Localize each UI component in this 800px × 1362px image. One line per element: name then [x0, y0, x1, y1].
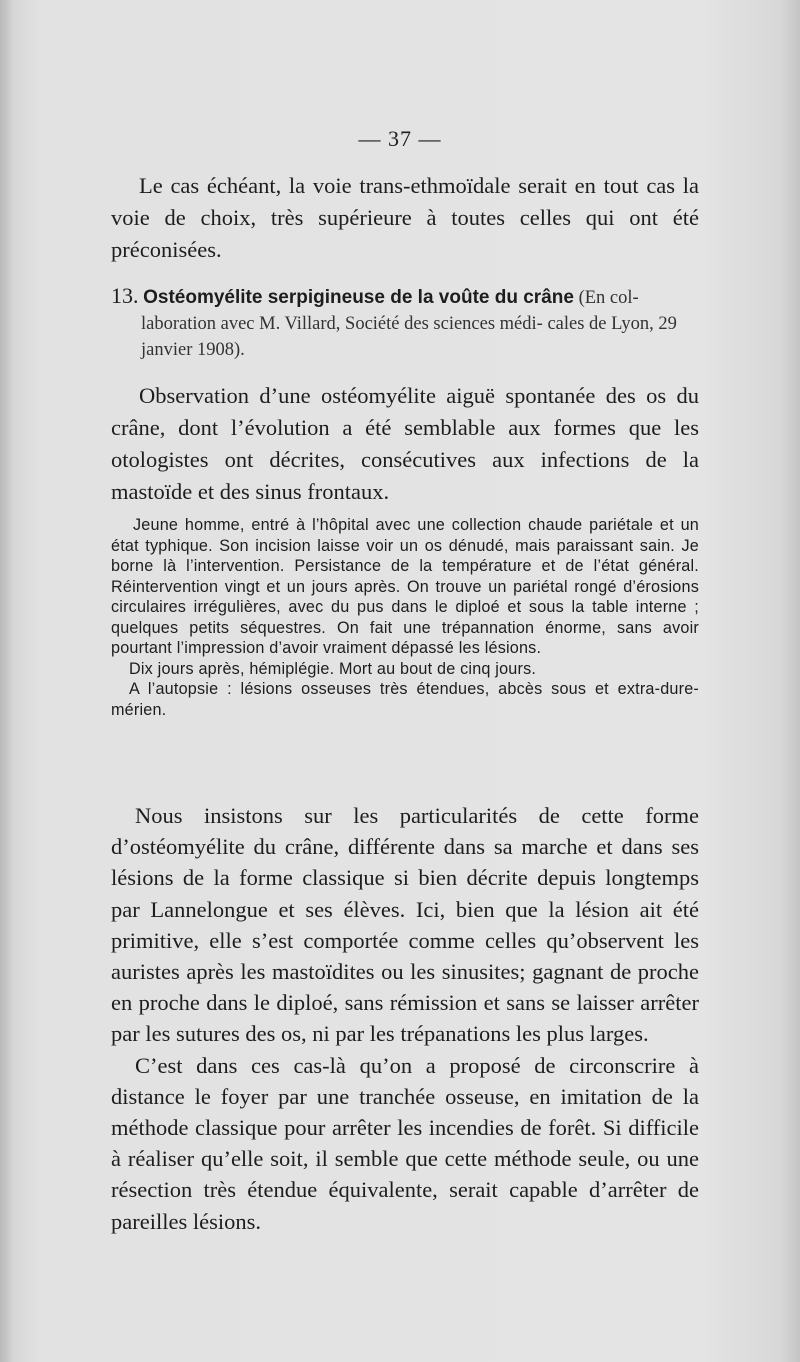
entry-number: 13.: [111, 283, 139, 308]
bibliography-entry: [111, 283, 699, 363]
case-report: [111, 515, 699, 720]
discussion-paragraph-1: Nous insistons sur les particularités de cette forme d’ostéomyélite du crâne, différente dans sa marche et dans ses lésions de la forme classique si bien décrite depuis longtemps par Lannelongue et ses élèves. Ici, bien que la lésion ait été primitive, elle s’est comportée comme celles qu’observent les auristes après les mastoïdites ou les sinusites; gagnant de proche en proche dans le diploé, sans rémission et sans se laisser arrêter par les sutures des os, ni par les trépanations les plus larges.: [111, 803, 699, 1047]
entry-title: Ostéomyélite serpigineuse de la voûte du crâne: [143, 287, 574, 308]
entry-reference-start: (En col-: [578, 288, 639, 308]
discussion: [111, 800, 699, 1237]
intro-paragraph: Le cas échéant, la voie trans-ethmoïdale serait en tout cas la voie de choix, très supérieure à toutes celles qui ont été préconisées.: [111, 173, 699, 262]
case-history: Jeune homme, entré à l’hôpital avec une collection chaude pariétale et un état typhique. Son incision laisse voir un os dénudé, mais paraissant sain. Je borne là l’intervention. Persistance de la température et de l’état général. Réintervention vingt et un jours après. On trouve un pariétal rongé d’érosions circulaires irrégulières, avec du pus dans le diploé et sous la table interne ; quelques petits séquestres. On fait une trépannation énorme, sans avoir pourtant l’impression d’avoir vraiment dépassé les lésions.: [111, 516, 699, 657]
observation-paragraph: Observation d’une ostéomyélite aiguë spontanée des os du crâne, dont l’évolution a été semblable aux formes que les otologistes ont décrites, consécutives aux infections de la mastoïde et des sinus frontaux.: [111, 383, 699, 504]
page-number: — 37 —: [358, 126, 442, 151]
discussion-paragraph-2: C’est dans ces cas-là qu’on a proposé de circonscrire à distance le foyer par une tranchée osseuse, en imitation de la méthode classique pour arrêter les incendies de forêt. Si difficile à réaliser qu’elle soit, il semble que cette méthode seule, ou une résection très étendue équivalente, serait capable d’arrêter de pareilles lésions.: [111, 1052, 699, 1234]
case-outcome: Dix jours après, hémiplégie. Mort au bout de cinq jours.: [129, 659, 537, 678]
entry-reference-continuation: laboration avec M. Villard, Société des sciences médi- cales de Lyon, 29 janvier 1908).: [141, 314, 677, 360]
case-autopsy: A l’autopsie : lésions osseuses très étendues, abcès sous et extra-dure-mérien.: [111, 680, 699, 719]
